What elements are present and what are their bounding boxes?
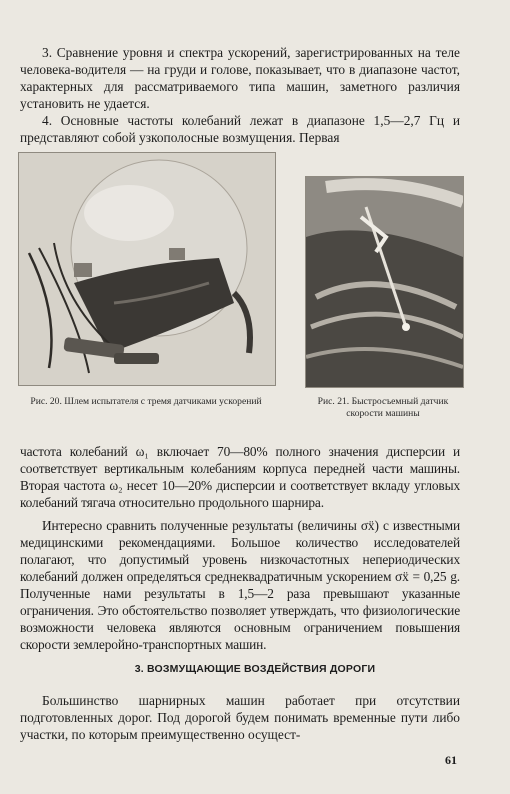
paragraph-comparison: Интересно сравнить полученные результаты (величины σẍ) с известными медицинскими рекомендациями. Большое количество исследователей полагают, что допустимый уровень низкочастотных непериодических колебаний должен определяться среднеквадратичным ускорением σẍ = 0,25 g. Полученные нами результаты в 1,5—2 раза превышают указанные ограничения. Это обстоятельство позволяет утверждать, что физиологические возможности человека являются основным ограничением повышения скорости землеройно-транспортных машин. bbox=[20, 518, 460, 652]
figure-20-caption: Рис. 20. Шлем испытателя с тремя датчиками ускорений bbox=[30, 396, 262, 407]
helmet-photo-image bbox=[19, 153, 275, 385]
page-number: 61 bbox=[445, 753, 457, 767]
paragraph-3: 3. Сравнение уровня и спектра ускорений, зарегистрированных на теле человека-водителя — на груди и голове, показывает, что в диапазоне частот, характерных для рассматриваемого типа машин, заметного различия установить не удается. bbox=[20, 45, 460, 111]
paragraph-4: 4. Основные частоты колебаний лежат в диапазоне 1,5—2,7 Гц и представляют собой узкополосные возмущения. Первая bbox=[20, 113, 460, 145]
section-heading: 3. ВОЗМУЩАЮЩИЕ ВОЗДЕЙСТВИЯ ДОРОГИ bbox=[134, 663, 376, 675]
paragraph-frequency: частота колебаний ω₁ включает 70—80% полного значения дисперсии и соответствует вертикальным колебаниям корпуса передней части машины. Вторая частота ω₂ несет 10—20% дисперсии и соответствует вкладу угловых колебаний тягача относительно продольного шарнира. bbox=[20, 444, 460, 510]
figure-helmet-photo bbox=[18, 152, 276, 386]
paragraph-roads: Большинство шарнирных машин работает при отсутствии подготовленных дорог. Под дорогой будем понимать временные пути либо участки, по которым преимущественно осущест- bbox=[20, 693, 460, 742]
sensor-photo-image bbox=[306, 177, 463, 387]
figure-21-caption: Рис. 21. Быстросъемный датчик скорости машины bbox=[317, 396, 449, 419]
figure-sensor-photo bbox=[305, 176, 464, 388]
